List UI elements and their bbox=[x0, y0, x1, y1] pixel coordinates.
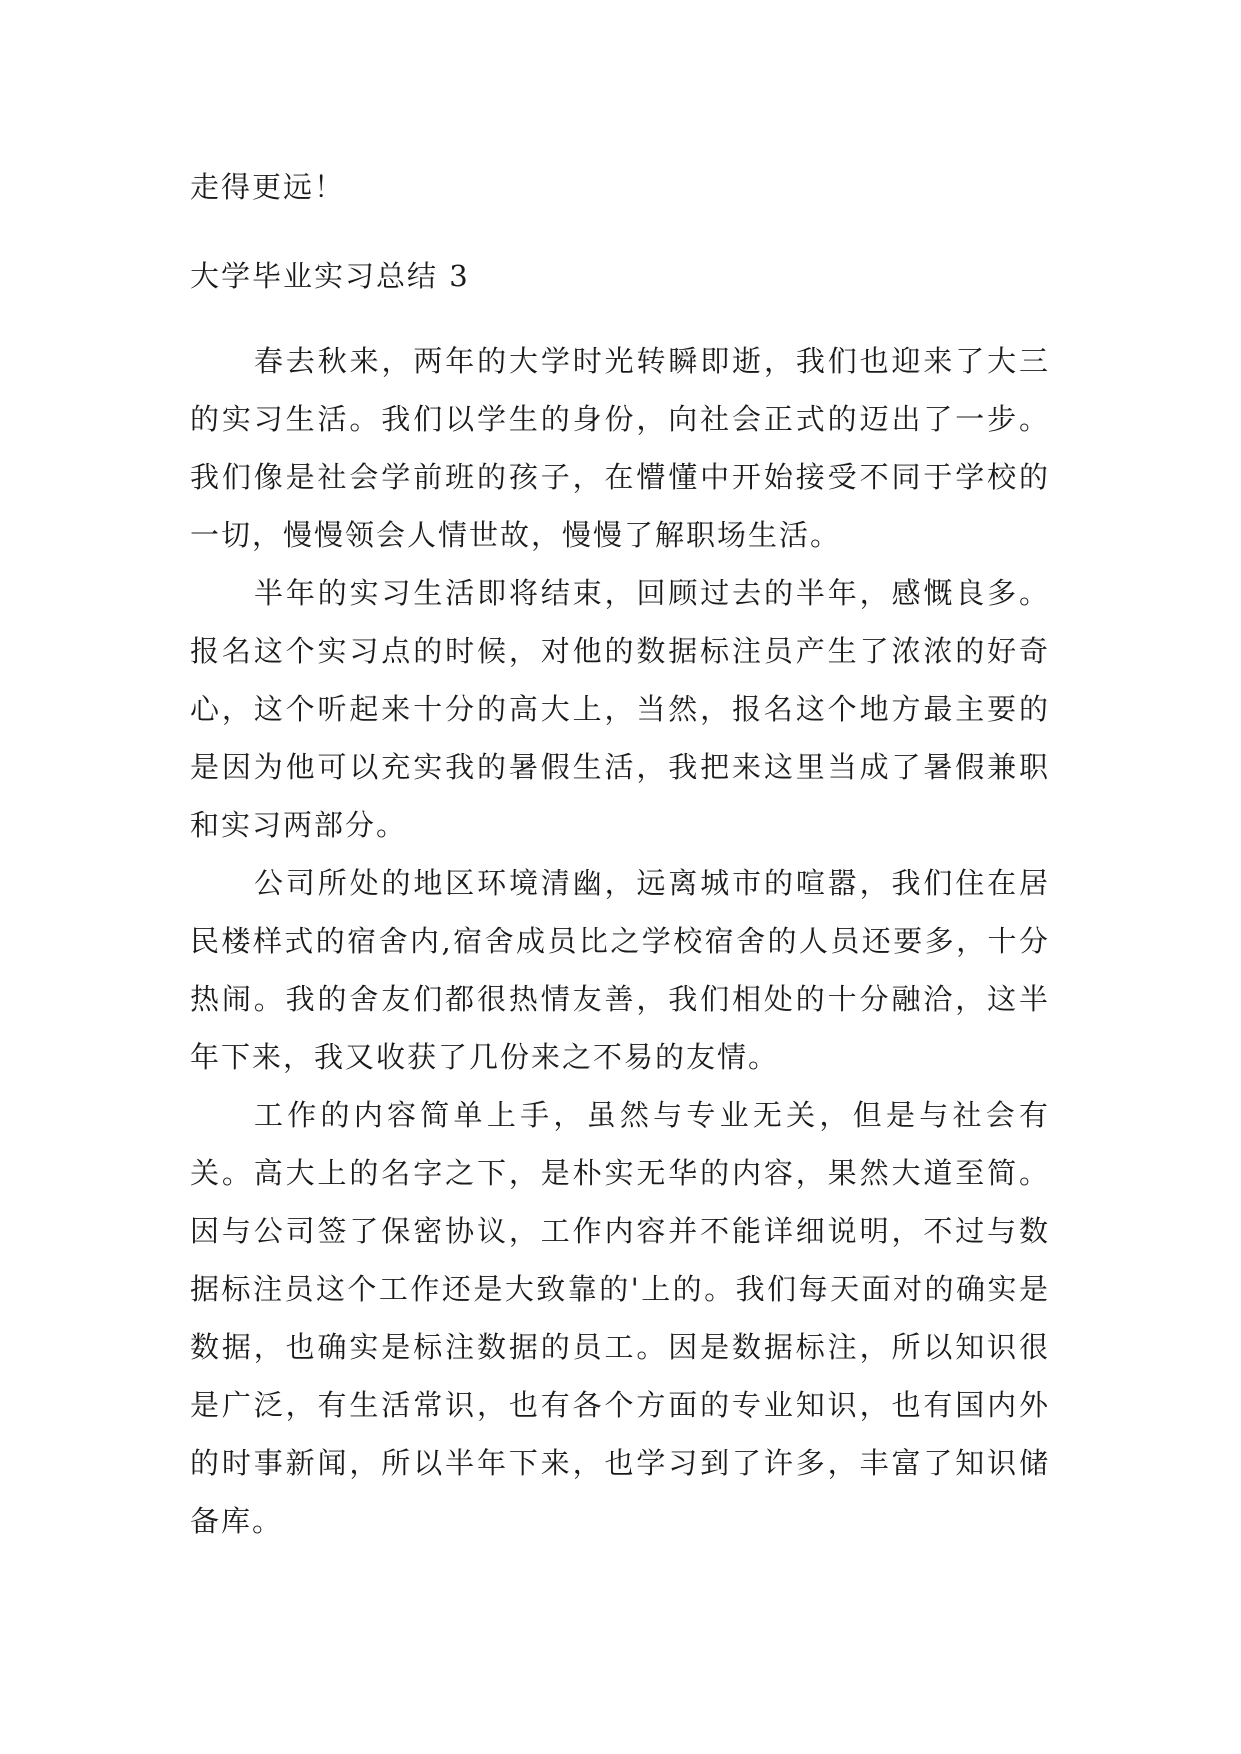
body-text bbox=[190, 332, 1050, 1550]
paragraph: 工作的内容简单上手，虽然与专业无关，但是与社会有关。高大上的名字之下，是朴实无华的内容，果然大道至简。因与公司签了保密协议，工作内容并不能详细说明，不过与数据标注员这个工作还是大致靠的'上的。我们每天面对的确实是数据，也确实是标注数据的员工。因是数据标注，所以知识很是广泛，有生活常识，也有各个方面的专业知识，也有国内外的时事新闻，所以半年下来，也学习到了许多，丰富了知识储备库。 bbox=[190, 1098, 1050, 1538]
section-title: 大学毕业实习总结 3 bbox=[190, 259, 470, 293]
paragraph: 春去秋来，两年的大学时光转瞬即逝，我们也迎来了大三的实习生活。我们以学生的身份，向社会正式的迈出了一步。我们像是社会学前班的孩子，在懵懂中开始接受不同于学校的一切，慢慢领会人情世故，慢慢了解职场生活。 bbox=[190, 344, 1050, 552]
continuation-text: 走得更远！ bbox=[190, 170, 346, 204]
paragraph: 半年的实习生活即将结束，回顾过去的半年，感慨良多。报名这个实习点的时候，对他的数据标注员产生了浓浓的好奇心，这个听起来十分的高大上，当然，报名这个地方最主要的是因为他可以充实我的暑假生活，我把来这里当成了暑假兼职和实习两部分。 bbox=[190, 576, 1050, 842]
paragraph: 公司所处的地区环境清幽，远离城市的喧嚣，我们住在居民楼样式的宿舍内,宿舍成员比之学校宿舍的人员还要多，十分热闹。我的舍友们都很热情友善，我们相处的十分融洽，这半年下来，我又收获了几份来之不易的友情。 bbox=[190, 866, 1050, 1074]
